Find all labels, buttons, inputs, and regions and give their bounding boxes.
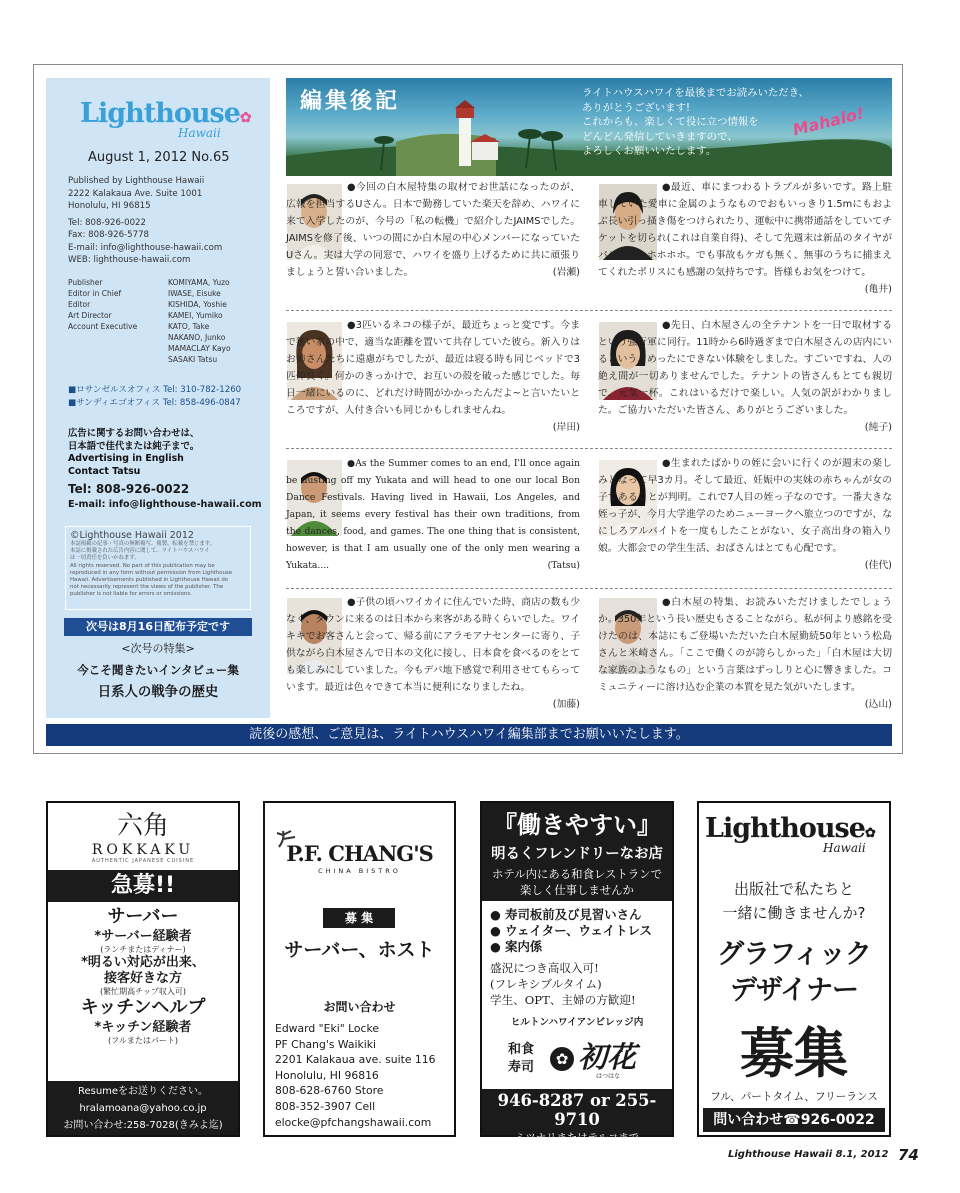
lighthouse-logo: Lighthouse✿ bbox=[80, 98, 251, 129]
ad-pfchangs: P.F. CHANG'S CHINA BISTRO 募 集 サーバー、ホスト お問い合わせ Edward "Eki" Locke PF Chang's Waikiki 2201 Kalakaua ave. suite 116 Honolulu, HI 96816 808-628-6760 Store 808-352-3907 Cell elocke@pfchangshawaii.com bbox=[263, 801, 456, 1137]
ad-rokkaku: 六角 ROKKAKU AUTHENTIC JAPANESE CUISINE 急募!! サーバー *サーバー経験者 (ランチまたはディナー) *明るい対応が出来、 接客好きな方 (繁忙期高チップ収入可) キッチンヘルプ *キッチン経験者 (フルまたはパート) Resumeをお送りください。 hralamoana@yahoo.co.jp お問い合わせ:258-7028(きみよ迄) bbox=[46, 801, 240, 1137]
lighthouse-contact: 問い合わせ☎926-0022 bbox=[703, 1108, 885, 1132]
lighthouse-question: 出版社で私たちと 一緒に働きませんか? bbox=[722, 880, 866, 922]
recruit-tag: 募 集 bbox=[323, 908, 395, 928]
header-message: ライトハウスハワイを最後までお読みいただき、 ありがとうございます! これからも、楽しくて役に立つ情報を どんどん発信していきますので、 よろしくお願いいたします。 bbox=[582, 87, 810, 158]
next-issue-bar: 次号は8月16日配布予定です bbox=[64, 618, 252, 636]
ad-hatsuhana: 『働きやすい』 明るくフレンドリーなお店 ホテル内にある和食レストランで 楽しく仕事しませんか ● 寿司板前及び見習いさん ● ウェイター、ウェイトレス ● 案内係 盛況につき高収入可! (フレキシブルタイム) 学生、OPT、主婦の方歓迎! ヒルトンハワイアンビレッジ内 和食 寿司 ✿ 初花 はつはな 946-8287 or 255-9710 ミツナリまたはテルコまで bbox=[480, 801, 674, 1137]
editor-note-kato: ●子供の頃ハワイカイに住んでいた時、商店の数も少なく、タウンに来るのは日本から来客がある時くらいでした。ワイキキでお客さんと会って、帰る前にアラモアナセンターに寄り、子供ながら白木屋さんで日本の文化に接し、日本食を食べるのをとても楽しみにしていました。今もデパ地下感覚で利用させてもらっています。最近は色々できて本当に便利になりましたね。 (加藤) bbox=[286, 597, 580, 710]
editor-note-komiyama: ●白木屋の特集、お読みいただけましたでしょうか。350年という長い歴史もさることながら、私が何より感銘を受けたのは、本誌にもご登場いただいた白木屋勤続50年という松島さんと米崎さん。「ここで働くのが誇らしかった」「白木屋は大切な家族のようなもの」という言葉はずっしりと心に響きました。コミュニティーに溶け込む企業の本質を見た気がいたします。 (込山) bbox=[598, 597, 892, 710]
recruit-big: 募集 bbox=[740, 1022, 848, 1085]
hatsuhana-name: 初花 bbox=[578, 1040, 637, 1074]
flower-crest-icon: ✿ bbox=[550, 1047, 574, 1071]
divider bbox=[286, 310, 892, 311]
logo-subtitle: Hawaii bbox=[178, 126, 221, 140]
editor-note-kishida: ●3匹いるネコの様子が、最近ちょっと変です。今まで狭い家の中で、適当な距離を置いて共存していた彼ら。新入りはお姉さんたちに遠慮がちでしたが、最近は寝る時も同じベッドで3匹仲良く。何かのきっかけで、お互いの殻を破った感じでした。毎日一緒にいるのに、どれだけ時間がかかったんだよ~と言いたいところですが、人付き合いも同じかもしれませんね。 (岸田) bbox=[286, 320, 580, 433]
feedback-banner: 読後の感想、ご意見は、ライトハウスハワイ編集部までお願いいたします。 bbox=[46, 724, 892, 746]
rokkaku-positions: サーバー *サーバー経験者 (ランチまたはディナー) *明るい対応が出来、 接客好きな方 (繁忙期高チップ収入可) キッチンヘルプ *キッチン経験者 (フルまたはパート) bbox=[80, 906, 206, 1045]
editor-note-kayo: ●生まれたばかりの姪に会いに行くのが週末の楽しみとなって早3カ月。そして最近、妊娠中の実妹の赤ちゃんが女の子であることが判明。これで7人目の姪っ子なのです。一番大きな姪っ子が、今月大学進学のためニューヨークへ旅立つのですが、なにしろアルバイトを一度もしたことがない、女子高出身の箱入り娘。大都会での学生生活、おばさんはとても心配です。 (佳代) bbox=[598, 458, 892, 571]
main-email: E-mail: info@lighthouse-hawaii.com bbox=[68, 499, 262, 510]
next-title-2: 日系人の戦争の歴史 bbox=[97, 685, 219, 700]
pfchangs-contact-info: Edward "Eki" Locke PF Chang's Waikiki 2201 Kalakaua ave. suite 116 Honolulu, HI 96816 808-628-6760 Store 808-352-3907 Cell elocke@pfchangshawaii.com bbox=[275, 1022, 436, 1129]
copyright-box: ©Lighthouse Hawaii 2012 本誌掲載の記事・写真の無断複写、複製、転載を禁じます。 本誌に掲載された広告内容に関して、ライトハウスハワイ は一切責任を負いかねます。 All rights reserved. No part of this publication may be reproduced in any form without permission from Lighthouse Hawaii. Advertisements published in Lighthouse Hawaii do not necessarily represent the views of the publisher. The publisher is not liable for errors or omissions. bbox=[65, 526, 251, 610]
next-title-1: 今こそ聞きたいインタビュー集 bbox=[77, 663, 239, 677]
editor-note-tatsu: ●As the Summer comes to an end, I'll once again be dusting off my Yukata and will head to one our local Bon Dance Festivals. Having lived in Hawaii, Los Angeles, and Japan, it seems every festival has their own traditions, from the dances, food, and games. The one thing that is consistent, however, is that I am usually one of the only men wearing a Yukata.... (Tatsu) bbox=[286, 458, 580, 571]
hatsuhana-header: 『働きやすい』 明るくフレンドリーなお店 ホテル内にある和食レストランで 楽しく仕事しませんか bbox=[482, 803, 672, 901]
office-list: ■ロサンゼルスオフィス Tel: 310-782-1260 ■サンディエゴオフィス Tel: 858-496-0847 bbox=[68, 385, 242, 408]
staff-list: Publisher KOMIYAMA, Yuzo Editor in Chief IWASE, Eisuke Editor KISHIDA, Yoshie Art Director KAMEI, Yumiko Account Executive KATO, Take NAKANO, Junko MAMACLAY Kayo SASAKI Tatsu bbox=[68, 278, 231, 364]
designer-headline: グラフィック デザイナー bbox=[717, 939, 871, 1006]
divider bbox=[286, 588, 892, 589]
divider bbox=[286, 448, 892, 449]
next-special-label: <次号の特集> bbox=[121, 642, 195, 655]
footer-title: Lighthouse Hawaii 8.1, 2012 bbox=[728, 1149, 889, 1160]
rokkaku-name: ROKKAKU bbox=[91, 842, 195, 858]
urgent-hiring: 急募!! bbox=[48, 870, 238, 902]
pfchangs-logo: P.F. CHANG'S bbox=[286, 841, 433, 866]
page-number: 74 bbox=[898, 1146, 919, 1164]
editorial-title: 編集後記 bbox=[300, 89, 401, 114]
issue-date: August 1, 2012 No.65 bbox=[88, 150, 230, 165]
lighthouse-logo: Lighthouse✿ bbox=[705, 813, 875, 844]
editorial-header bbox=[286, 78, 892, 176]
mahalo-text: Mahalo! bbox=[790, 103, 866, 140]
pfchangs-title: サーバー、ホスト bbox=[284, 939, 435, 961]
editor-note-kamei: ●最近、車にまつわるトラブルが多いです。路上駐車していた愛車に金属のようなものでおもいっきり1.5mにもおよぶ長い引っ掻き傷をつけられたり、運転中に携帯通話をしていてチケットを切られ(これは自業自得)、そして先週末は新品のタイヤがパンク…トホホホホ。でも事故もケガも無く、無事のうちに捕まえてくれたポリスにも感謝の気持ちです。皆様もお気をつけて。 (亀井) bbox=[598, 182, 892, 295]
masthead-sidebar bbox=[46, 78, 270, 718]
hatsuhana-body: ● 寿司板前及び見習いさん ● ウェイター、ウェイトレス ● 案内係 盛況につき高収入可! (フレキシブルタイム) 学生、OPT、主婦の方歓迎! bbox=[490, 907, 652, 1007]
ad-contact: 広告に関するお問い合わせは、 日本語で佳代または純子まで。 Advertising in English Contact Tatsu bbox=[68, 428, 200, 477]
rokkaku-kanji: 六角 bbox=[116, 811, 169, 841]
editor-note-iwase: ●今回の白木屋特集の取材でお世話になったのが、広報を担当するUさん。日本で勤務していた楽天を辞め、ハワイに来て入学したのが、今号の「私の転機」で紹介したJAIMSでした。JAIMSを修了後、いつの間にか白木屋の中心メンバーになっていたUさん。実は大学の同窓で、ハワイを盛り上げるために共に頑張りましょうと誓い合いました。 (岩瀬) bbox=[286, 182, 580, 278]
ad-lighthouse-recruit: Lighthouse✿ Hawaii 出版社で私たちと 一緒に働きませんか? グラフィック デザイナー 募集 フル、パートタイム、フリーランス 問い合わせ☎926-0022 bbox=[697, 801, 891, 1137]
rokkaku-contact: Resumeをお送りください。 hralamoana@yahoo.co.jp お問い合わせ:258-7028(きみよ迄) bbox=[48, 1081, 238, 1135]
editor-note-junko: ●先日、白木屋さんの全テナントを一日で取材するという強行軍に同行。11時から6時過ぎまで白木屋さんの店内にいるという、めったにできない体験をしました。すごいですね、人の絶え間が一切ありませんでした。テナントの皆さんもとても親切で、元気一杯。これはいるだけで楽しい。人気の訳がわかりました。ご協力いただいた皆さん、ありがとうございました。 (純子) bbox=[598, 320, 892, 433]
main-phone: Tel: 808-926-0022 bbox=[68, 482, 190, 496]
hatsuhana-contact: 946-8287 or 255-9710 ミツナリまたはテルコまで bbox=[482, 1089, 672, 1135]
publisher-info: Published by Lighthouse Hawaii 2222 Kalakaua Ave. Suite 1001 Honolulu, HI 96815 Tel: 808-926-0022 Fax: 808-926-5778 E-mail: info@lighthouse-hawaii.com WEB: lighthouse-hawaii.com bbox=[68, 176, 223, 265]
